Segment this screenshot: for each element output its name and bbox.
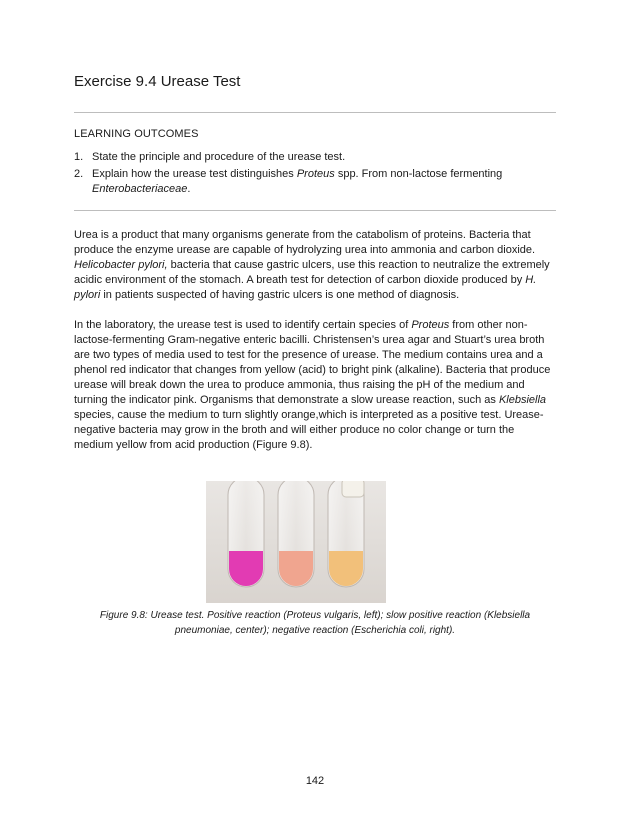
tube-cap bbox=[342, 481, 364, 497]
divider-bottom bbox=[74, 210, 556, 211]
outcome-number: 1. bbox=[74, 151, 84, 163]
divider-top bbox=[74, 112, 556, 113]
exercise-title: Exercise 9.4 Urease Test bbox=[74, 73, 241, 90]
outcome-text: Explain how the urease test distinguishes Proteus spp. From non-lactose fermenting Enterobacteriaceae. bbox=[92, 167, 503, 195]
learning-outcomes-list bbox=[74, 150, 556, 199]
tube-left bbox=[228, 481, 264, 587]
outcome-item bbox=[74, 167, 556, 198]
outcome-number: 2. bbox=[74, 167, 84, 180]
test-tubes-illustration bbox=[206, 481, 386, 603]
paragraph-laboratory: In the laboratory, the urease test is used to identify certain species of Proteus from other non-lactose-fermenting Gram-negative enteric bacilli. Christensen’s urea agar and Stuart’s urea broth are two types of media used to test for the presence of urease. The medium contains urea and a phenol red indicator that changes from yellow (acid) to bright pink (alkaline). Bacteria that produce urease will break down the urea to produce ammonia, thus raising the pH of the medium and turning the indicator pink. Organisms that demonstrate a slow urease reaction, such as Klebsiella species, cause the medium to turn slightly orange,which is interpreted as a positive test. Urease-negative bacteria may grow in the broth and will either produce no color change or turn the medium yellow from acid production (Figure 9.8). bbox=[74, 319, 551, 451]
tube-center bbox=[278, 481, 314, 587]
figure-caption: Figure 9.8: Urease test. Positive reaction (Proteus vulgaris, left); slow positive reaction (Klebsiella pneumoniae, center); negative reaction (Escherichia coli, right). bbox=[99, 610, 531, 636]
outcome-item bbox=[74, 150, 556, 166]
page-number: 142 bbox=[305, 775, 325, 787]
tube-right bbox=[328, 481, 364, 587]
paragraph-intro: Urea is a product that many organisms generate from the catabolism of proteins. Bacteria that produce the enzyme urease are capable of hydrolyzing urea into ammonia and carbon dioxide. Helicobacter pylori, bacteria that cause gastric ulcers, use this reaction to neutralize the extremely acidic environment of the stomach. A breath test for detection of carbon dioxide produced by H. pylori in patients suspected of having gastric ulcers is one method of diagnosis. bbox=[74, 229, 550, 301]
urease-test-photo bbox=[206, 481, 386, 603]
outcome-text: State the principle and procedure of the urease test. bbox=[92, 151, 346, 163]
learning-outcomes-heading: LEARNING OUTCOMES bbox=[74, 128, 199, 140]
